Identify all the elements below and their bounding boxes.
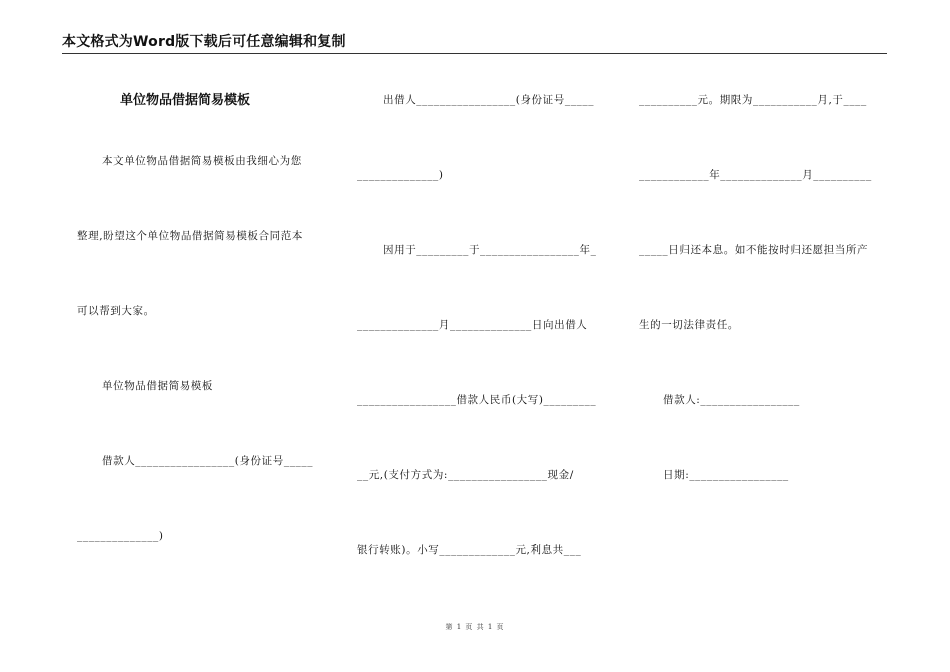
page-number: 第 1 页 共 1 页 [445,623,505,631]
due-date-line: ____________年______________月__________ [639,169,872,181]
lender-line: 出借人_________________(身份证号_____ [383,94,595,106]
signature-date: 日期:_________________ [663,469,789,481]
date-line: ______________月______________日向出借人 [357,319,588,331]
borrower-id-line: ______________) [77,530,164,542]
document-title: 单位物品借据简易模板 [120,93,251,108]
header-text: 本文格式为Word版下载后可任意编辑和复制 [62,34,346,50]
paragraph-line: 本文单位物品借据简易模板由我细心为您 [102,155,302,167]
borrower-line: 借款人_________________(身份证号_____ [102,455,314,467]
signature-borrower: 借款人:_________________ [663,394,800,406]
paragraph-line: 可以帮到大家。 [77,305,155,317]
amount-line: _________________借款人民币(大写)_________ [357,394,597,406]
term-line: __________元。期限为___________月,于____ [639,94,867,106]
lender-id-line: ______________) [357,169,444,181]
purpose-line: 因用于_________于_________________年_ [383,244,597,256]
repayment-line: _____日归还本息。如不能按时归还愿担当所产 [639,244,869,256]
interest-line: 银行转账)。小写_____________元,利息共___ [357,544,582,556]
section-heading: 单位物品借据简易模板 [102,380,213,392]
paragraph-line: 整理,盼望这个单位物品借据简易模板合同范本 [77,230,303,242]
document-header [62,33,887,54]
liability-line: 生的一切法律责任。 [639,319,739,331]
payment-method-line: __元,(支付方式为:_________________现金/ [357,469,574,481]
